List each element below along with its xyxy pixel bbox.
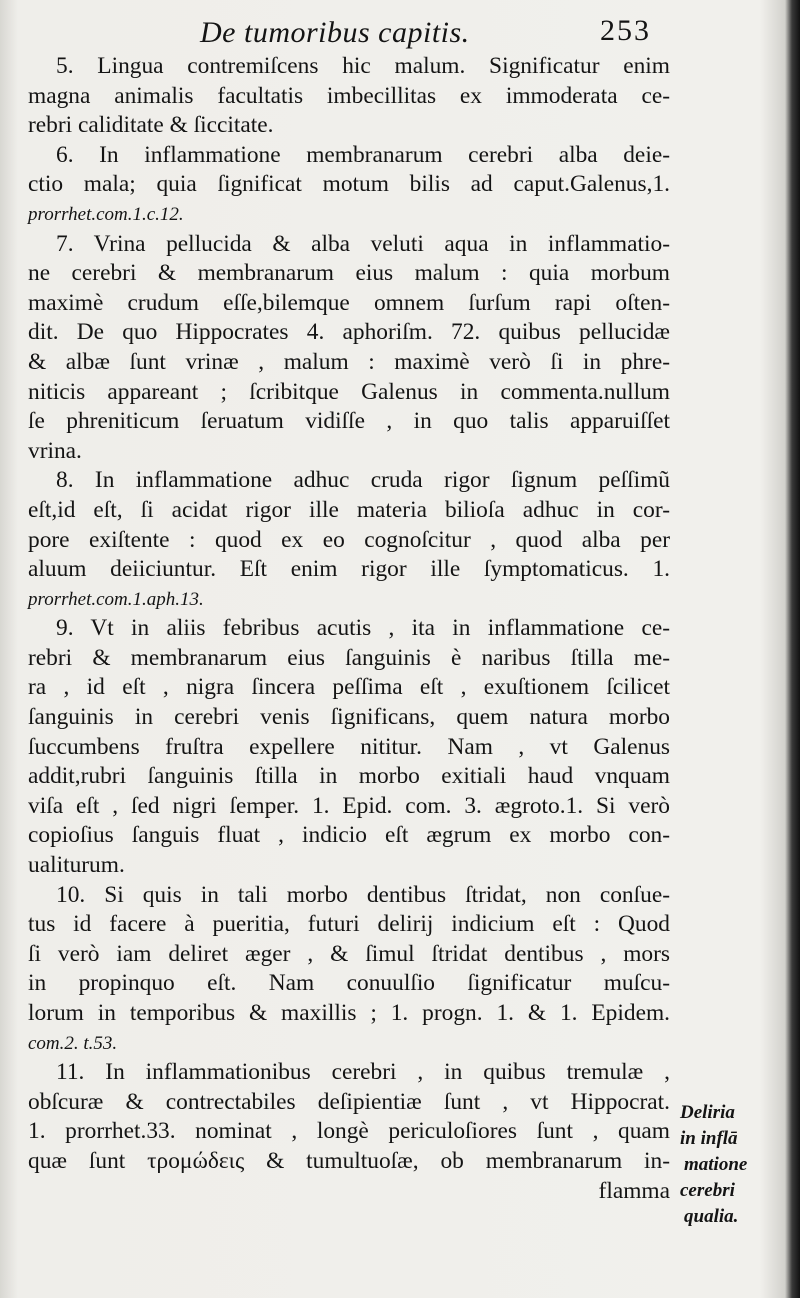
text-line: ra , id eſt , nigra ſincera peſſima eſt , exuſtionem ſcilicet: [28, 674, 670, 701]
running-title: De tumoribus capitis.: [200, 16, 470, 49]
text-line: 6. In inflammatione membranarum cerebri alba deie-: [56, 141, 670, 168]
paragraph-9: [28, 614, 670, 880]
text-line: quæ ſunt τρομώδεις & tumultuoſæ, ob membranarum in-: [28, 1147, 670, 1174]
text-line: ſi verò iam deliret æger , & ſimul ſtridat dentibus , mors: [28, 940, 670, 967]
text-line: 8. In inflammatione adhuc cruda rigor ſignum peſſimũ: [56, 467, 670, 494]
text-line: ſanguinis in cerebri venis ſignificans, quem natura morbo: [28, 704, 670, 731]
text-line: rebri & membranarum eius ſanguinis è naribus ſtilla me-: [28, 644, 670, 671]
text-line: ſe phreniticum ſeruatum vidiſſe , in quo talis apparuiſſet: [28, 408, 670, 435]
text-line: dit. De quo Hippocrates 4. aphoriſm. 72. quibus pellucidæ: [28, 319, 670, 346]
text-line: in propinquo eſt. Nam conuulſio ſignificatur muſcu-: [28, 970, 670, 997]
text-line: obſcuræ & contrectabiles deſipientiæ ſunt , vt Hippocrat.: [28, 1088, 670, 1115]
page-number: 253: [600, 14, 651, 47]
text-line: 5. Lingua contremiſcens hic malum. Significatur enim: [56, 53, 670, 79]
text-line: ctio mala; quia ſignificat motum bilis ad caput.Galenus,1.: [28, 171, 670, 198]
paragraph-10: [28, 881, 670, 1059]
citation-line: prorrhet.com.1.c.12.: [28, 203, 184, 225]
text-line: addit,rubri ſanguinis ſtilla in morbo exitiali haud vnquam: [28, 763, 670, 790]
text-line: 1. prorrhet.33. nominat , longè periculoſiores ſunt , quam: [28, 1118, 670, 1145]
body-text: [28, 52, 670, 1206]
paragraph-8: [28, 466, 670, 614]
text-line: ſuccumbens fruſtra expellere nititur. Nam , vt Galenus: [28, 733, 670, 760]
text-line: 11. In inflammationibus cerebri , in quibus tremulæ ,: [56, 1059, 670, 1086]
text-line: 10. Si quis in tali morbo dentibus ſtridat, non conſue-: [56, 881, 670, 908]
margin-note-line: cerebri: [680, 1180, 735, 1201]
paragraph-11: [28, 1058, 670, 1176]
margin-note-line: matione: [684, 1154, 748, 1175]
text-line: copioſius ſanguis fluat , indicio eſt ægrum ex morbo con-: [28, 822, 670, 849]
margin-note: [680, 1100, 772, 1230]
citation-line: com.2. t.53.: [28, 1032, 118, 1054]
text-line: aluum deiiciuntur. Eſt enim rigor ille ſymptomaticus. 1.: [28, 556, 670, 583]
citation-line: prorrhet.com.1.aph.13.: [28, 588, 204, 610]
text-line: tus id facere à pueritia, futuri delirij indicium eſt : Quod: [28, 911, 670, 938]
margin-note-line: Deliria: [680, 1102, 735, 1123]
text-line: vrina.: [28, 437, 82, 464]
text-line: viſa eſt , ſed nigri ſemper. 1. Epid. com. 3. ægroto.1. Si verò: [28, 792, 670, 819]
text-line: eſt,id eſt, ſi acidat rigor ille materia bilioſa adhuc in cor-: [28, 496, 670, 523]
text-line: lorum in temporibus & maxillis ; 1. progn. 1. & 1. Epidem.: [28, 1000, 670, 1026]
text-line: maximè crudum eſſe,bilemque omnem ſurſum rapi oſten-: [28, 289, 670, 316]
text-line: rebri caliditate & ſiccitate.: [28, 112, 274, 139]
text-line: niticis appareant ; ſcribitque Galenus in commenta.nullum: [28, 378, 670, 405]
text-line: ualiturum.: [28, 852, 125, 879]
margin-note-line: qualia.: [684, 1206, 739, 1227]
catchword: flamma: [598, 1177, 670, 1204]
text-line: magna animalis facultatis imbecillitas ex immoderata ce-: [28, 82, 670, 109]
paragraph-5: [28, 52, 670, 141]
page-header: [0, 14, 800, 54]
text-line: ne cerebri & membranarum eius malum : quia morbum: [28, 260, 670, 287]
paragraph-7: [28, 230, 670, 467]
text-line: 7. Vrina pellucida & alba veluti aqua in inflammatio-: [56, 230, 670, 257]
margin-note-line: in inflā: [680, 1128, 738, 1149]
text-line: 9. Vt in aliis febribus acutis , ita in inflammatione ce-: [56, 615, 670, 642]
text-line: & albæ ſunt vrinæ , malum : maximè verò ſi in phre-: [28, 348, 670, 375]
text-line: pore exiſtente : quod ex eo cognoſcitur , quod alba per: [28, 526, 670, 553]
paragraph-6: [28, 141, 670, 230]
